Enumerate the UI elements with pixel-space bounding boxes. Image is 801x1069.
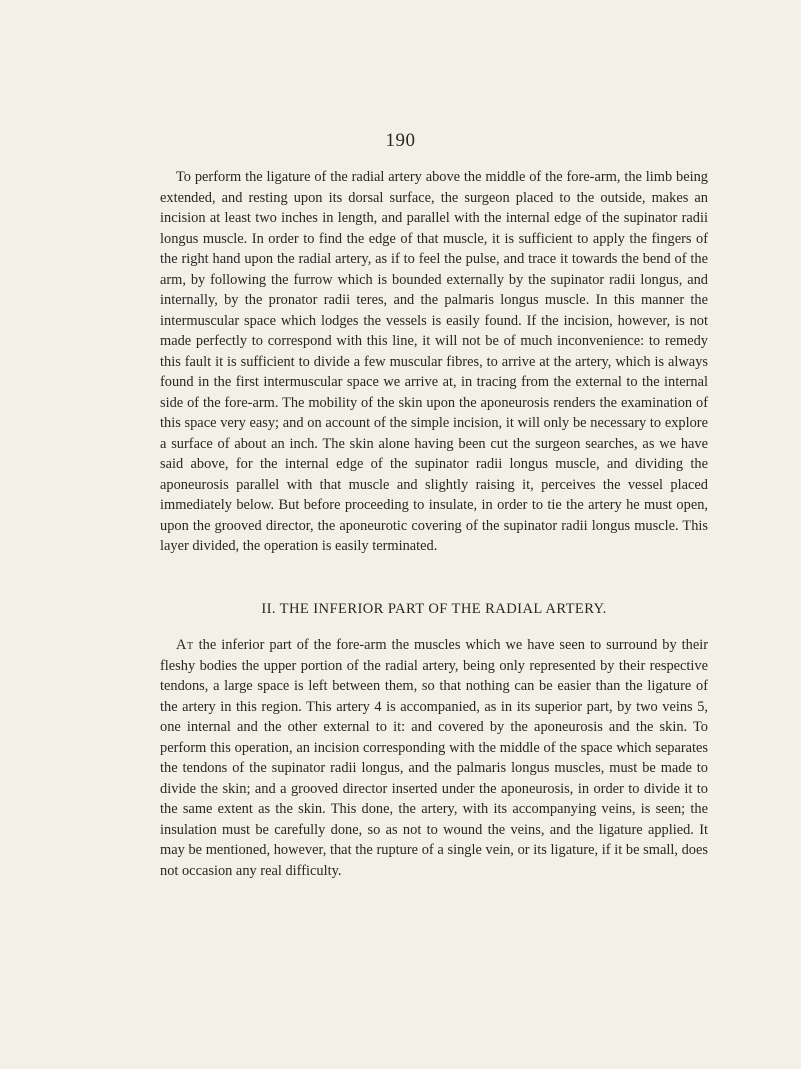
- section-heading: II. THE INFERIOR PART OF THE RADIAL ARTERY.: [261, 601, 607, 617]
- paragraph-text: To perform the ligature of the radial artery above the middle of the fore-arm, the limb being extended, and resting upon its dorsal surface, the surgeon placed to the outside, makes an incision at least two inches in length, and parallel with the internal edge of the supinator radii longus muscle. In order to find the edge of that muscle, it is sufficient to apply the fingers of the right hand upon the radial artery, as if to feel the pulse, and trace it towards the bend of the arm, by following the furrow which is bounded externally by the supinator radii longus, and internally, by the pronator radii teres, and the palmaris longus muscle. In this manner the intermuscular space which lodges the vessels is easily found. If the incision, however, is not made perfectly to correspond with this line, it will not be of much inconvenience: to remedy this fault it is sufficient to divide a few muscular fibres, to arrive at the artery, which is always found in the first intermuscular space we arrive at, in tracing from the external to the internal side of the fore-arm. The mobility of the skin upon the aponeurosis renders the examination of this space very easy; and on account of the simple incision, it will only be necessary to explore a surface of about an inch. The skin alone having been cut the surgeon searches, as we have said above, for the internal edge of the supinator radii longus muscle, and dividing the aponeurosis parallel with that muscle and slightly raising it, perceives the vessel placed immediately below. But before proceeding to insulate, in order to tie the artery he must open, upon the grooved director, the aponeurotic covering of the supinator radii longus muscle. This layer divided, the operation is easily terminated.: [160, 169, 708, 554]
- paragraph-text: [160, 635, 708, 881]
- page-number: 190: [385, 130, 416, 151]
- body-paragraph-2: [160, 635, 708, 881]
- paragraph-lead-word: At: [176, 637, 194, 653]
- body-paragraph-1: [160, 167, 708, 557]
- paragraph-rest: the inferior part of the fore-arm the muscles which we have seen to surround by their fleshy bodies the upper portion of the radial artery, being only represented by their respective tendons, a large space is left between them, so that nothing can be easier than the ligature of the artery in this region. This artery 4 is accompanied, as in its superior part, by two veins 5, one internal and the other external to it: and covered by the aponeurosis and the skin. To perform this operation, an incision corresponding with the middle of the space which separates the tendons of the supinator radii longus, and the palmaris longus muscles, must be made to divide the skin; and a grooved director inserted under the aponeurosis, in order to divide it to the same extent as the skin. This done, the artery, with its accompanying veins, is seen; the insulation must be carefully done, so as not to wound the veins, and the ligature applied. It may be mentioned, however, that the rupture of a single vein, or its ligature, if it be small, does not occasion any real difficulty.: [160, 637, 708, 879]
